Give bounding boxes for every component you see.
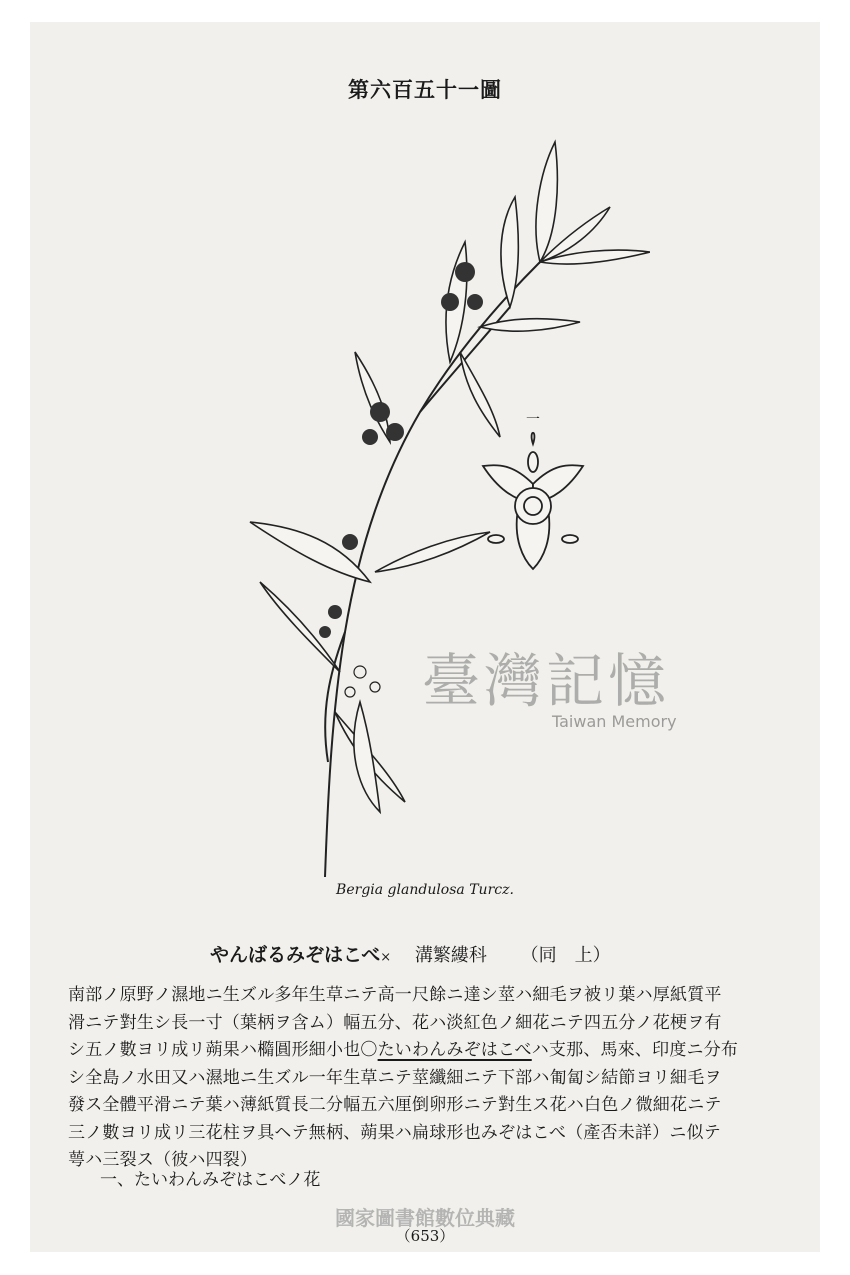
- body-line: シ全島ノ水田又ハ濕地ニ生ズル一年生草ニテ莖纖細ニテ下部ハ匍匐シ結節ヨリ細毛ヲ: [68, 1067, 722, 1088]
- underlined-species-name: たいわんみぞはこべ: [377, 1040, 532, 1060]
- body-line: 三ノ數ヨリ成リ三花柱ヲ具ヘテ無柄、蒴果ハ扁球形也みぞはこべ（產否未詳）ニ似テ: [68, 1122, 721, 1143]
- entry-mark: ×: [380, 950, 392, 965]
- watermark-text: 臺灣記憶: [422, 647, 671, 715]
- entry-heading: [210, 940, 611, 967]
- body-line: 滑ニテ對生シ長一寸（葉柄ヲ含ム）幅五分、花ハ淡紅色ノ細花ニテ四五分ノ花梗ヲ有: [68, 1012, 722, 1033]
- figure-caption: Bergia glandulosa Turcz.: [336, 882, 514, 898]
- body-line: [68, 1037, 820, 1065]
- entry-family: 溝繁縷科: [414, 945, 487, 966]
- body-line: 發ス全體平滑ニテ葉ハ薄紙質長二分幅五六厘倒卵形ニテ對生ス花ハ白色ノ微細花ニテ: [68, 1095, 722, 1115]
- entry-body: [68, 982, 820, 1175]
- body-line: 萼ハ三裂ス（彼ハ四裂）: [68, 1150, 258, 1170]
- body-line-end: ハ支那、馬來、印度ニ分布: [531, 1040, 739, 1060]
- detail-label: 一: [526, 414, 540, 428]
- figure-title: 第六百五十一圖: [348, 77, 502, 102]
- flower-detail-illustration: [478, 414, 588, 584]
- entry-reference: （同 上）: [520, 945, 611, 966]
- library-watermark: 國家圖書館數位典藏: [335, 1206, 515, 1230]
- watermark-subtitle: Taiwan Memory: [552, 712, 677, 731]
- body-line: 南部ノ原野ノ濕地ニ生ズル多年生草ニテ高一尺餘ニ達シ莖ハ細毛ヲ被リ葉ハ厚紙質平: [68, 985, 722, 1005]
- figure-note: 一、たいわんみぞはこべノ花: [100, 1170, 321, 1190]
- body-line-start: シ五ノ數ヨリ成リ蒴果ハ橢圓形細小也〇: [68, 1040, 378, 1060]
- page-number: （653）: [395, 1227, 455, 1245]
- entry-name: やんばるみぞはこべ: [210, 944, 381, 966]
- taiwan-memory-watermark: [422, 634, 702, 744]
- page: [30, 22, 820, 1252]
